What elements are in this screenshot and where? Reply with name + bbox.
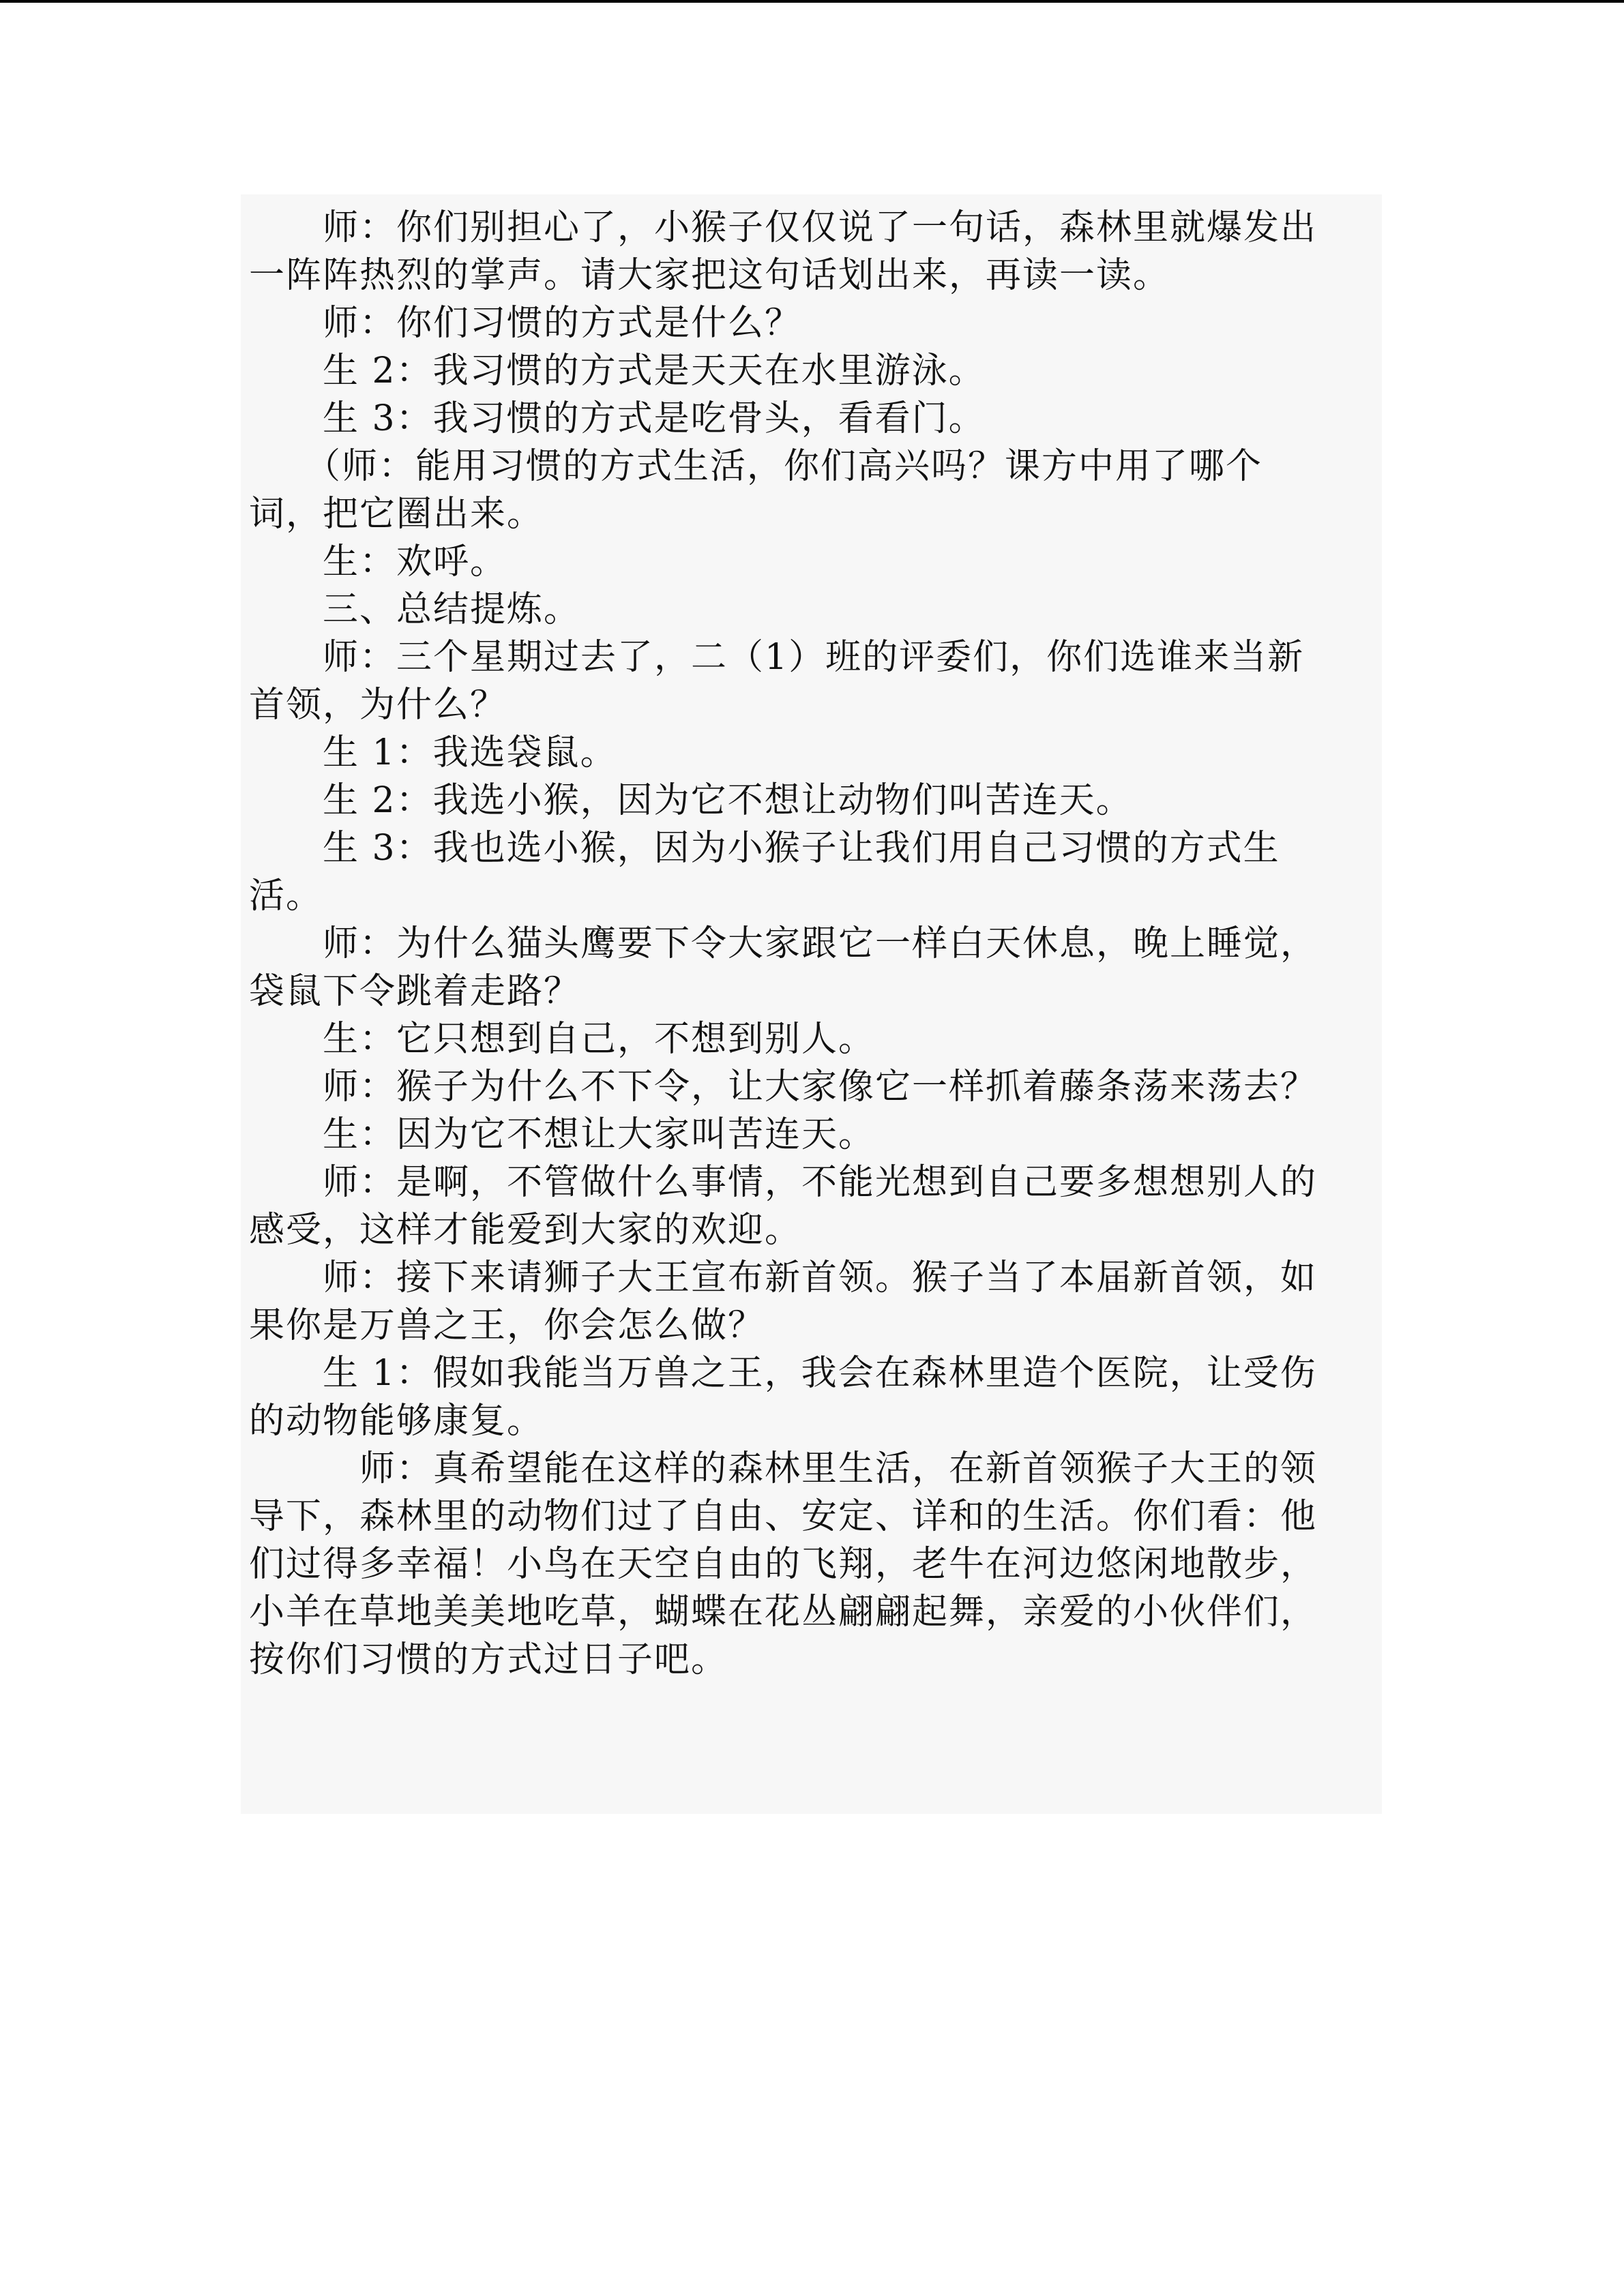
text-line: 生 3：我习惯的方式是吃骨头，看看门。 — [249, 398, 986, 439]
text-line: 们过得多幸福！小鸟在天空自由的飞翔，老牛在河边悠闲地散步， — [249, 1544, 1318, 1585]
text-line: 生 2：我选小猴，因为它不想让动物们叫苦连天。 — [249, 780, 1133, 821]
text-line: 首领，为什么？ — [249, 685, 507, 726]
text-line: 师：你们别担心了，小猴子仅仅说了一句话，森林里就爆发出 — [249, 207, 1318, 248]
text-line: 生：它只想到自己，不想到别人。 — [249, 1019, 876, 1060]
text-line: 生 3：我也选小猴，因为小猴子让我们用自己习惯的方式生 — [249, 828, 1280, 869]
text-line: 的动物能够康复。 — [249, 1401, 544, 1442]
document-body — [241, 194, 1382, 1814]
text-line: 感受，这样才能爱到大家的欢迎。 — [249, 1210, 802, 1251]
text-line: 生：欢呼。 — [249, 541, 507, 582]
text-line: 生：因为它不想让大家叫苦连天。 — [249, 1114, 876, 1155]
text-line: 生 1：假如我能当万兽之王，我会在森林里造个医院，让受伤 — [249, 1353, 1317, 1394]
text-line: 导下，森林里的动物们过了自由、安定、详和的生活。你们看：他 — [249, 1496, 1318, 1537]
text-line: 师：真希望能在这样的森林里生活，在新首领猴子大王的领 — [249, 1448, 1318, 1489]
page-top-border — [0, 0, 1624, 3]
text-line: 师：你们习惯的方式是什么？ — [249, 303, 802, 344]
text-line: 小羊在草地美美地吃草，蝴蝶在花丛翩翩起舞，亲爱的小伙伴们， — [249, 1592, 1318, 1632]
text-line: 果你是万兽之王，你会怎么做？ — [249, 1305, 765, 1346]
text-line: 师：为什么猫头鹰要下令大家跟它一样白天休息，晚上睡觉， — [249, 923, 1318, 964]
text-line: 活。 — [249, 876, 323, 916]
text-line: 师：是啊，不管做什么事情，不能光想到自己要多想想别人的 — [249, 1162, 1318, 1203]
text-line: （师：能用习惯的方式生活，你们高兴吗？课方中用了哪个 — [249, 446, 1263, 487]
text-line: 词，把它圈出来。 — [249, 494, 544, 535]
text-line: 师：猴子为什么不下令，让大家像它一样抓着藤条荡来荡去？ — [249, 1067, 1318, 1107]
text-line: 生 1：我选袋鼠。 — [249, 732, 617, 773]
text-line: 袋鼠下令跳着走路？ — [249, 971, 581, 1012]
text-line: 师：三个星期过去了，二（1）班的评委们，你们选谁来当新 — [249, 637, 1305, 678]
text-line: 一阵阵热烈的掌声。请大家把这句话划出来，再读一读。 — [249, 255, 1170, 296]
text-line: 师：接下来请狮子大王宣布新首领。猴子当了本届新首领，如 — [249, 1257, 1318, 1298]
section-heading: 三、总结提炼。 — [249, 589, 581, 630]
text-line: 按你们习惯的方式过日子吧。 — [249, 1639, 728, 1680]
text-line: 生 2：我习惯的方式是天天在水里游泳。 — [249, 351, 986, 391]
